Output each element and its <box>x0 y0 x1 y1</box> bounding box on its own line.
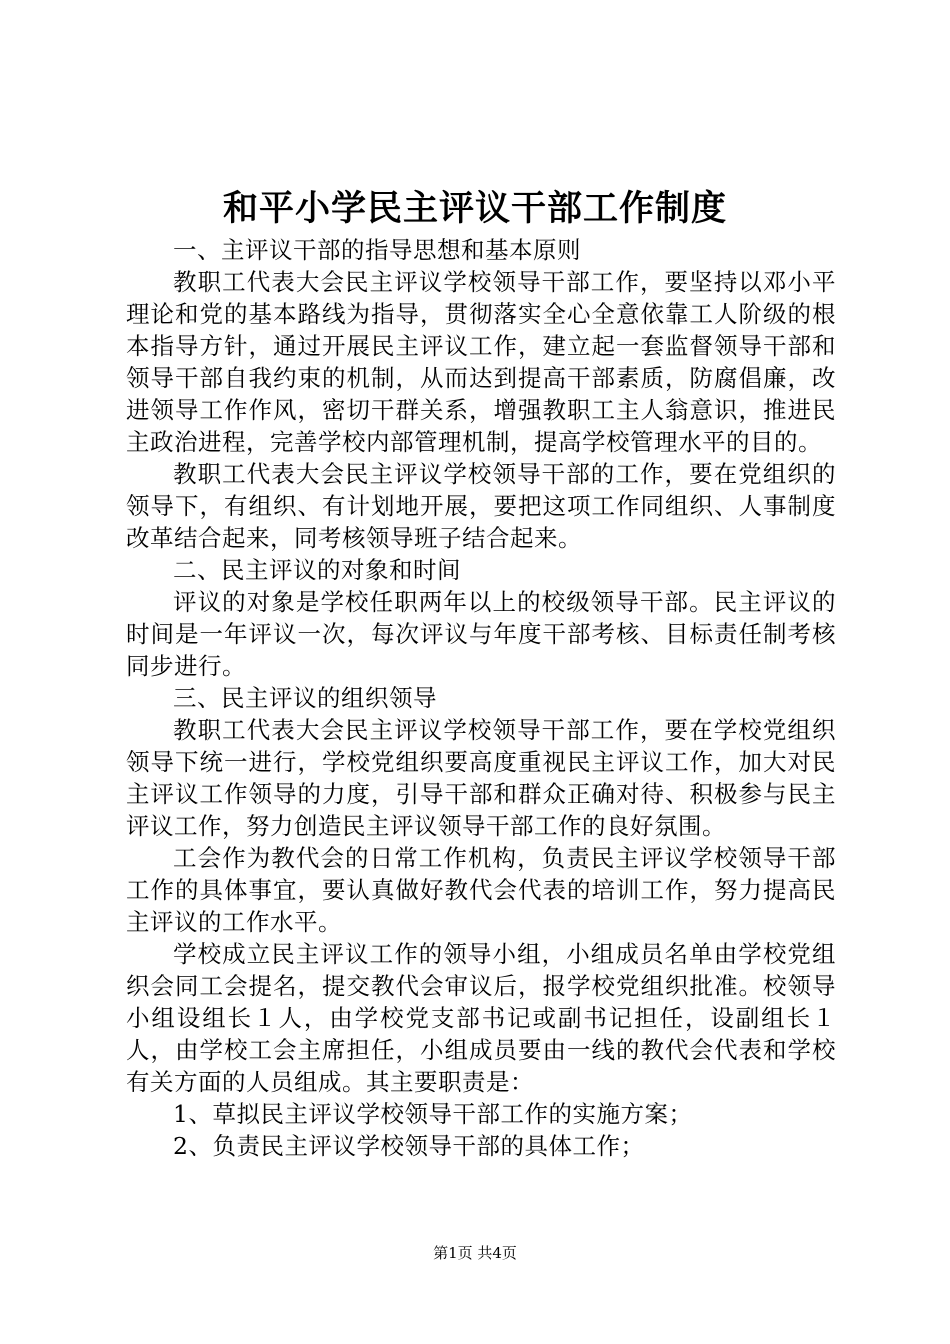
document-title: 和平小学民主评议干部工作制度 <box>222 188 727 229</box>
section-heading-2: 二、民主评议的对象和时间 <box>173 556 461 584</box>
paragraph: 工会作为教代会的日常工作机构，负责民主评议学校领导干部工作的具体事宜，要认真做好教代会代表的培训工作，努力提高民主评议的工作水平。 <box>126 844 836 936</box>
section-heading-1: 一、主评议干部的指导思想和基本原则 <box>173 236 581 264</box>
document-body <box>126 234 836 1162</box>
section-heading-3: 三、民主评议的组织领导 <box>173 684 437 712</box>
list-item: 1、草拟民主评议学校领导干部工作的实施方案； <box>173 1100 693 1128</box>
page-number-footer: 第1页 共4页 <box>433 1244 517 1262</box>
paragraph: 评议的对象是学校任职两年以上的校级领导干部。民主评议的时间是一年评议一次，每次评议与年度干部考核、目标责任制考核同步进行。 <box>126 588 836 680</box>
paragraph: 学校成立民主评议工作的领导小组，小组成员名单由学校党组织会同工会提名，提交教代会审议后，报学校党组织批准。校领导小组设组长１人，由学校党支部书记或副书记担任，设副组长１人，由学校工会主席担任，小组成员要由一线的教代会代表和学校有关方面的人员组成。其主要职责是： <box>126 940 836 1096</box>
paragraph: 教职工代表大会民主评议学校领导干部工作，要在学校党组织领导下统一进行，学校党组织要高度重视民主评议工作，加大对民主评议工作领导的力度，引导干部和群众正确对待、积极参与民主评议工作，努力创造民主评议领导干部工作的良好氛围。 <box>126 716 836 840</box>
paragraph: 教职工代表大会民主评议学校领导干部的工作，要在党组织的领导下，有组织、有计划地开展，要把这项工作同组织、人事制度改革结合起来，同考核领导班子结合起来。 <box>126 460 836 552</box>
list-item: 2、负责民主评议学校领导干部的具体工作； <box>173 1132 645 1160</box>
paragraph: 教职工代表大会民主评议学校领导干部工作，要坚持以邓小平理论和党的基本路线为指导，贯彻落实全心全意依靠工人阶级的根本指导方针，通过开展民主评议工作，建立起一套监督领导干部和领导干部自我约束的机制，从而达到提高干部素质，防腐倡廉，改进领导工作作风，密切干群关系，增强教职工主人翁意识，推进民主政治进程，完善学校内部管理机制，提高学校管理水平的目的。 <box>126 268 836 456</box>
